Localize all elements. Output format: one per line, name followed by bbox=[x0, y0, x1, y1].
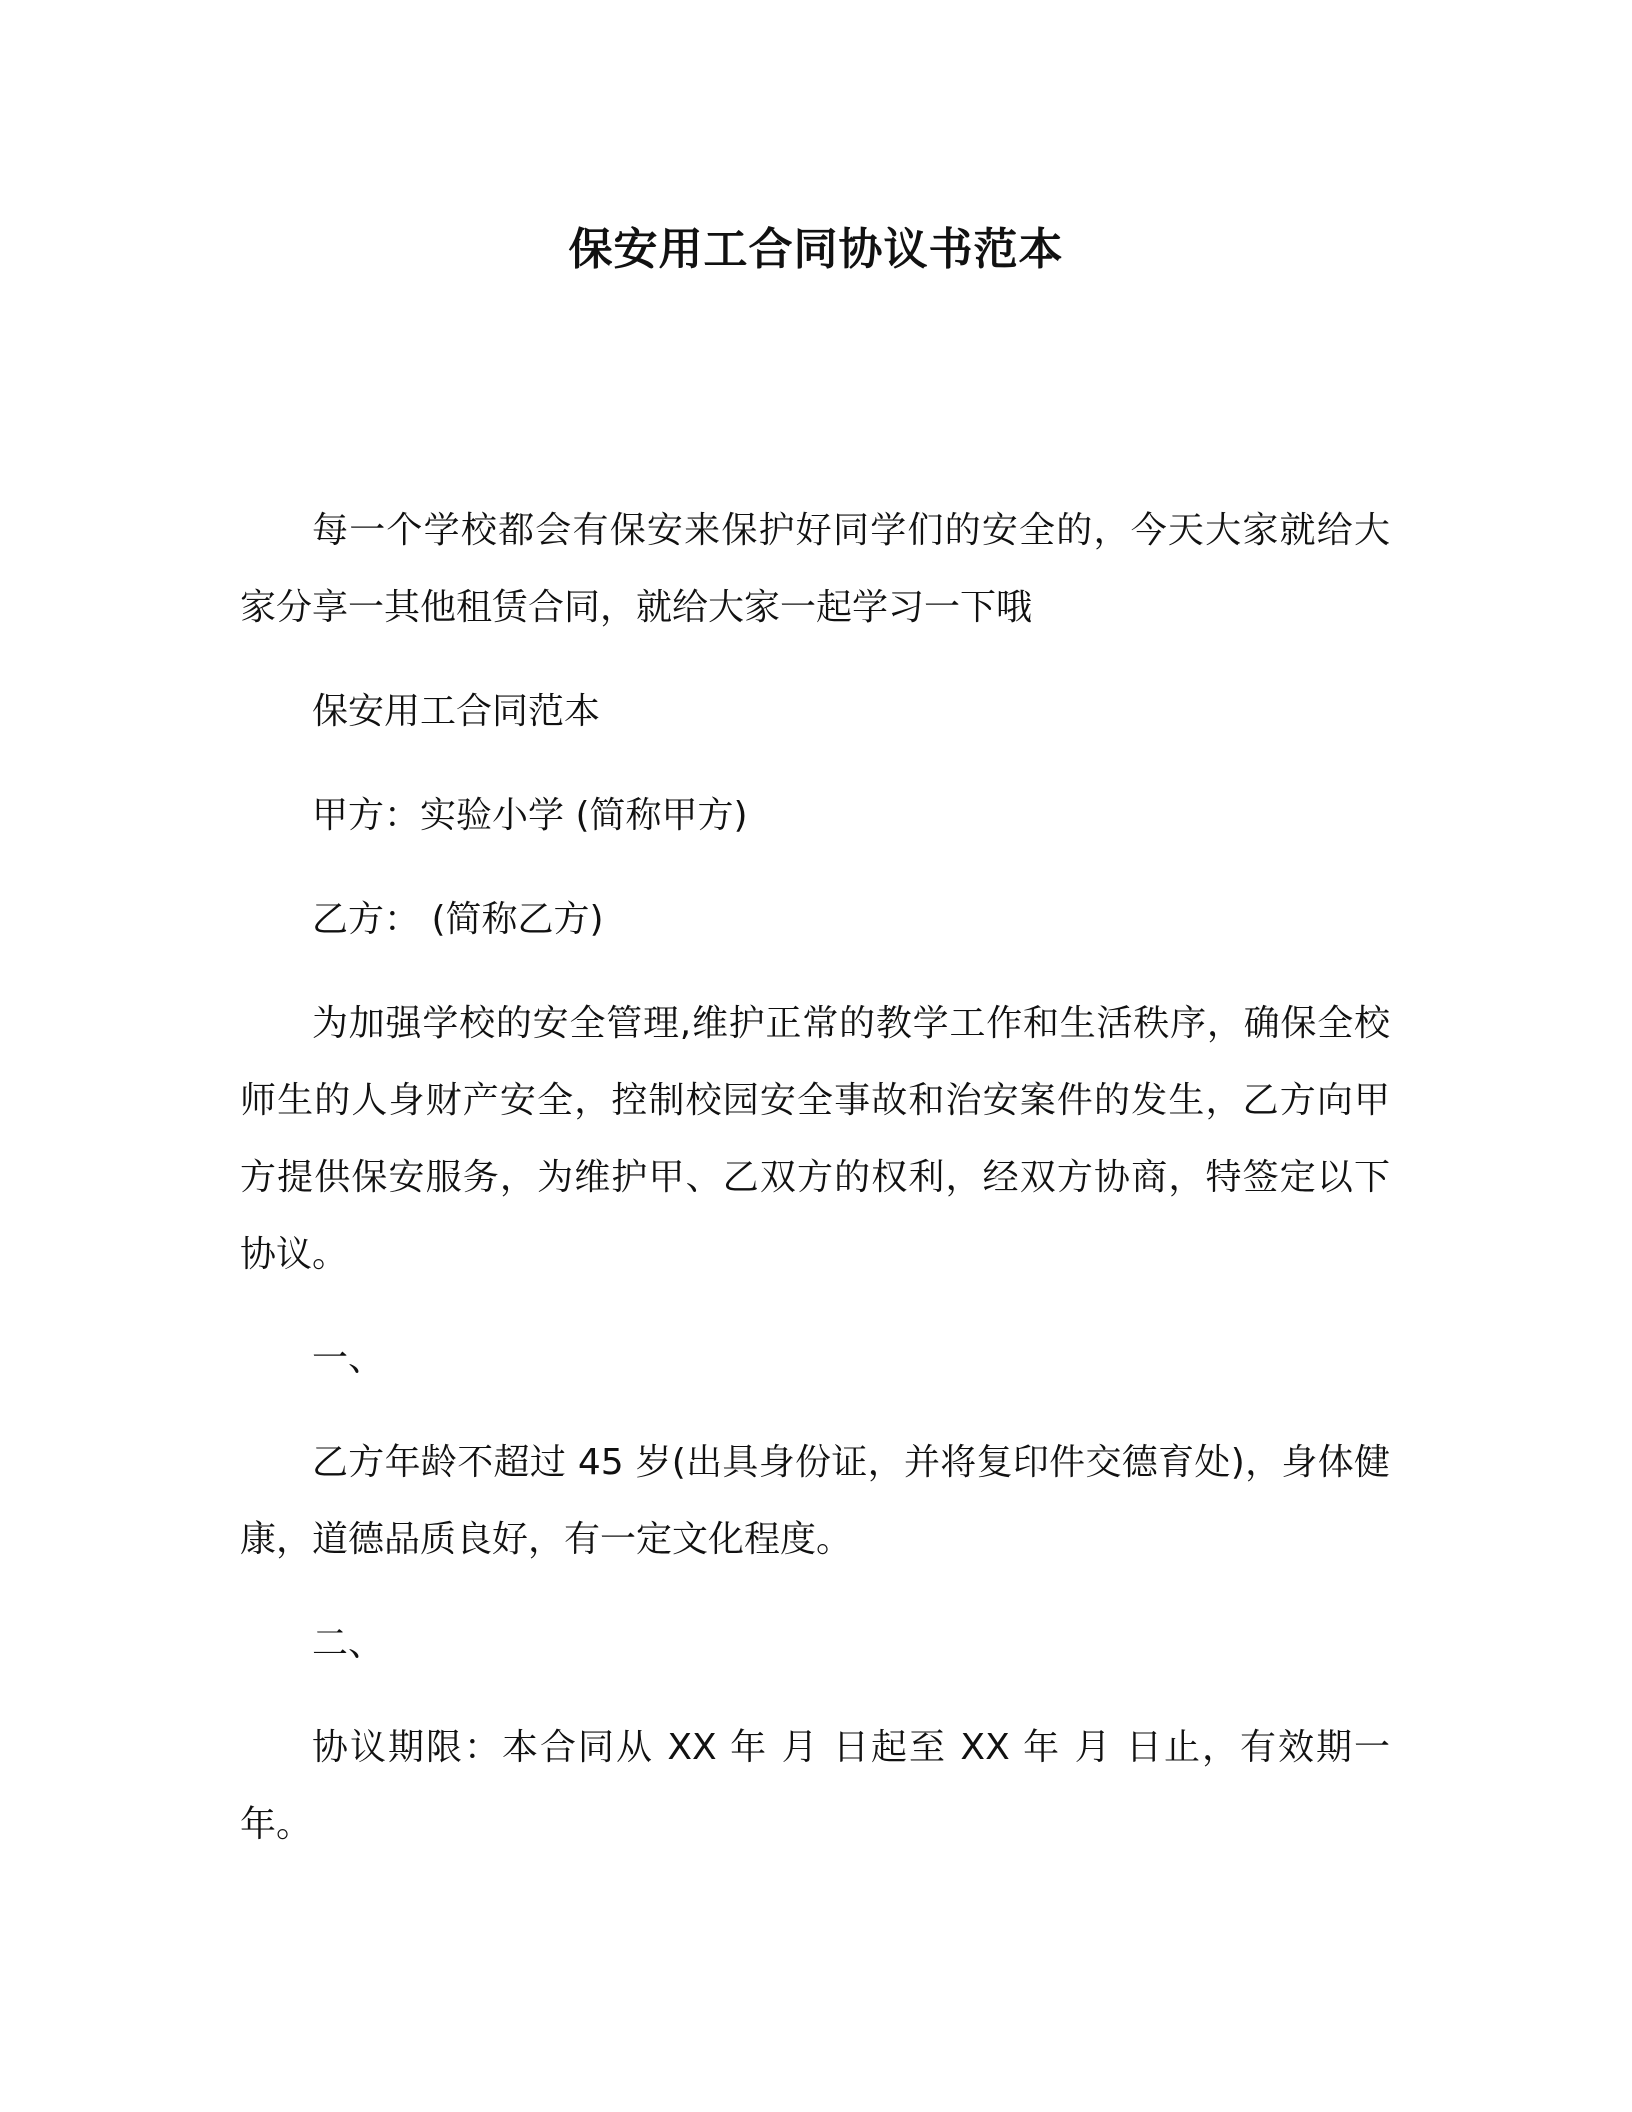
document-body bbox=[240, 492, 1390, 1863]
document-title: 保安用工合同协议书范本 bbox=[568, 224, 1064, 275]
contract-subtitle: 保安用工合同范本 bbox=[312, 691, 601, 732]
section-2-content: 协议期限：本合同从 XX 年 月 日起至 XX 年 月 日止，有效期一年。 bbox=[240, 1727, 1390, 1845]
intro-paragraph: 每一个学校都会有保安来保护好同学们的安全的，今天大家就给大家分享一其他租赁合同，就给大家一起学习一下哦 bbox=[240, 510, 1390, 628]
party-a: 甲方：实验小学 (简称甲方) bbox=[312, 795, 748, 836]
party-b: 乙方： (简称乙方) bbox=[312, 899, 604, 940]
purpose-paragraph: 为加强学校的安全管理,维护正常的教学工作和生活秩序，确保全校师生的人身财产安全，控制校园安全事故和治安案件的发生，乙方向甲方提供保安服务，为维护甲、乙双方的权利，经双方协商，特签定以下协议。 bbox=[240, 1003, 1390, 1275]
section-heading-1: 一、 bbox=[312, 1338, 385, 1379]
section-heading-2: 二、 bbox=[312, 1623, 385, 1664]
section-1-content: 乙方年龄不超过 45 岁(出具身份证，并将复印件交德育处)，身体健康，道德品质良好，有一定文化程度。 bbox=[240, 1442, 1390, 1560]
